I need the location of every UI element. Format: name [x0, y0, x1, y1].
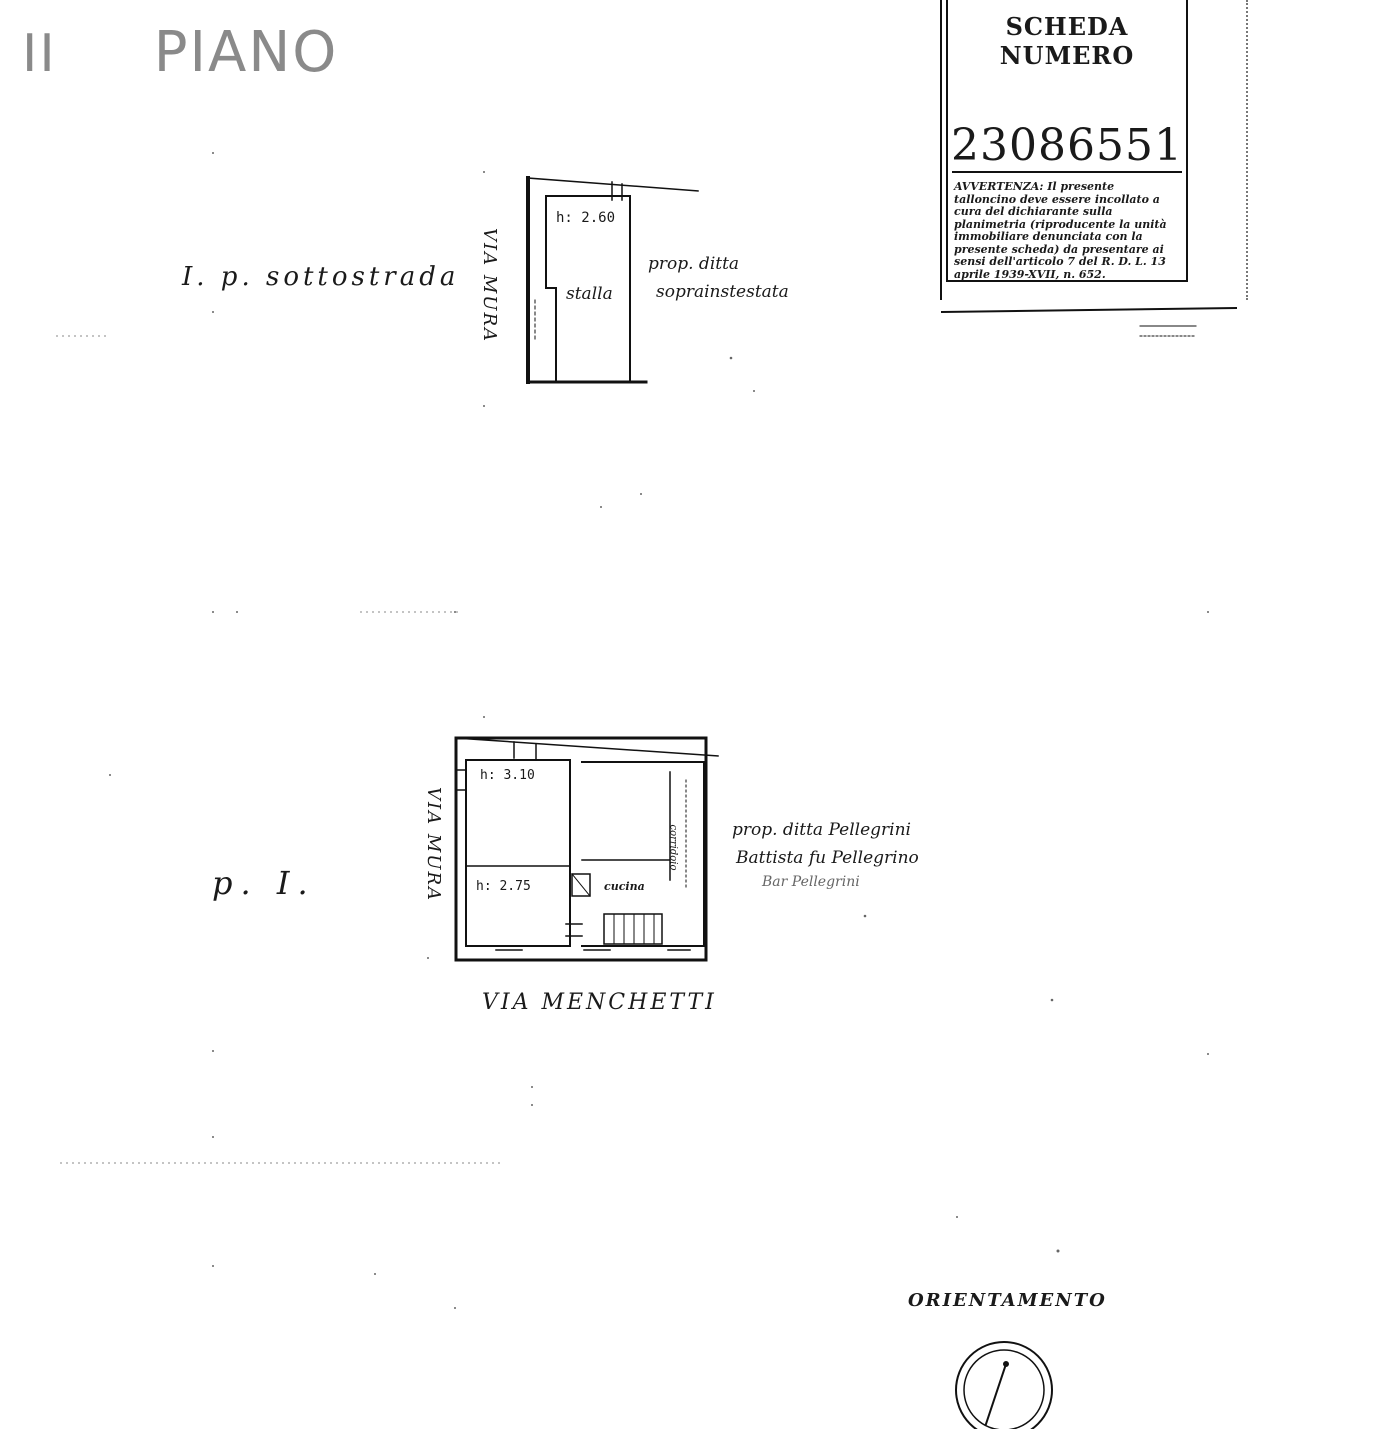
orientation-compass — [956, 1342, 1052, 1429]
lower-plan-walls — [456, 738, 718, 960]
lower-corridor-label: corridoio — [667, 824, 679, 871]
stamp-bottom-strip — [942, 308, 1236, 336]
upper-plan-walls — [528, 178, 698, 382]
upper-neighbor-line2: soprainstestata — [656, 282, 789, 302]
lower-floor-label: p. I. — [212, 864, 316, 902]
orientation-label: ORIENTAMENTO — [908, 1290, 1107, 1311]
lower-height-top-label: h: 3.10 — [480, 768, 535, 783]
upper-room-label: stalla — [566, 284, 613, 304]
upper-street-label: VIA MURA — [478, 228, 500, 343]
scan-dashes — [56, 336, 500, 1163]
pencil-floor-word: PIANO — [153, 20, 339, 85]
stamp-number: 23086551 — [951, 120, 1183, 171]
stamp-title: SCHEDA NUMERO — [999, 12, 1135, 70]
stamp-warning-text: AVVERTENZA: Il presente talloncino deve essere incollato a cura del dichiarante sulla planimetria (riproducente la unità immobiliare denunciata con la presente scheda) da presentare ai sensi dell'articolo 7 del R. D. L. 13 aprile 1939-XVII, n. 652. — [954, 180, 1167, 281]
upper-floor-label: I. p. sottostrada — [182, 262, 460, 292]
lower-neighbor-line2: Battista fu Pellegrino — [736, 848, 919, 868]
scan-dots — [109, 152, 1209, 1309]
lower-neighbor-line1: prop. ditta Pellegrini — [732, 820, 911, 840]
lower-street-bottom-label: VIA MENCHETTI — [482, 990, 717, 1015]
lower-neighbor-line3: Bar Pellegrini — [762, 874, 860, 890]
lower-street-left-label: VIA MURA — [422, 787, 444, 902]
pencil-roman-numeral: II — [22, 24, 57, 84]
upper-height-label: h: 2.60 — [556, 210, 616, 226]
lower-height-bottom-label: h: 2.75 — [476, 879, 531, 894]
upper-neighbor-line1: prop. ditta — [648, 254, 740, 274]
lower-kitchen-label: cucina — [604, 880, 645, 893]
